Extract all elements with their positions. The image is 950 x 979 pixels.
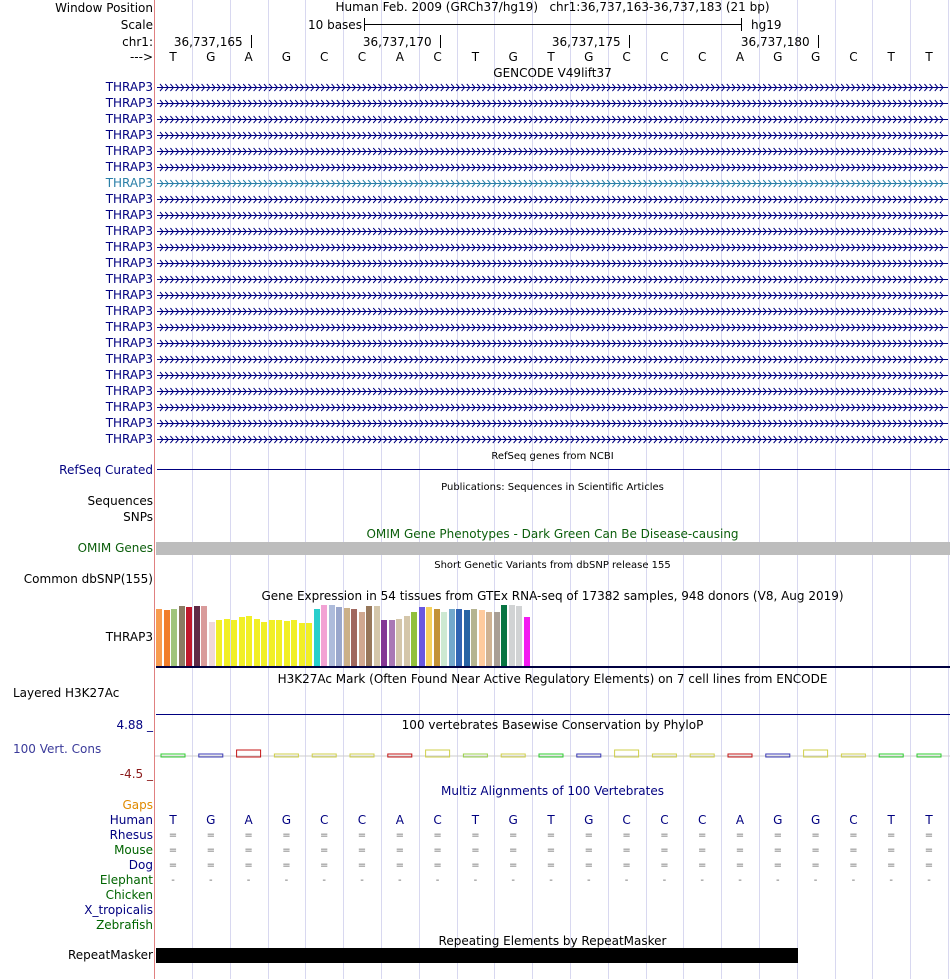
gencode-transcript-line[interactable]	[157, 115, 948, 124]
gtex-tissue-bar[interactable]	[509, 605, 515, 666]
base-letter: C	[697, 50, 707, 64]
omim-gene-bar[interactable]	[156, 542, 950, 555]
gencode-transcript-line[interactable]	[157, 259, 948, 268]
alignment-base: =	[168, 845, 178, 856]
alignment-base: -	[662, 875, 667, 886]
coordinate-tick	[629, 35, 630, 48]
alignment-base: -	[473, 875, 478, 886]
alignment-base: =	[924, 830, 934, 841]
alignment-base: -	[360, 875, 364, 886]
alignment-base: =	[546, 830, 556, 841]
scale-bar-right-tick	[741, 18, 742, 31]
gtex-tissue-bar[interactable]	[299, 623, 305, 666]
alignment-base: =	[622, 830, 631, 841]
base-letter: C	[849, 50, 858, 64]
gtex-tissue-bar[interactable]	[291, 620, 297, 666]
gtex-tissue-bar[interactable]	[486, 612, 492, 666]
h3k27ac-title: H3K27Ac Mark (Often Found Near Active Regulatory Elements) on 7 cell lines from ENCODE	[277, 672, 828, 686]
alignment-base: -	[586, 875, 591, 886]
alignment-base: =	[319, 860, 329, 871]
omim-title: OMIM Gene Phenotypes - Dark Green Can Be Disease-causing	[366, 527, 739, 541]
coordinate-label: 36,737,180	[740, 35, 810, 49]
omim-label[interactable]: OMIM Genes	[77, 541, 153, 555]
alignment-base: -	[851, 875, 856, 886]
alignment-base: -	[775, 875, 780, 886]
alignment-base: =	[395, 830, 404, 841]
gencode-transcript-line[interactable]	[157, 403, 948, 412]
species-label[interactable]: Zebrafish	[96, 918, 153, 932]
alignment-base: =	[773, 845, 782, 856]
gtex-tissue-bar[interactable]	[366, 606, 372, 666]
alignment-base: =	[508, 845, 518, 856]
gtex-tissue-bar[interactable]	[329, 605, 335, 666]
alignment-base: =	[849, 860, 858, 871]
gencode-transcript-label[interactable]: THRAP3	[105, 176, 153, 190]
cons-label[interactable]: 100 Vert. Cons	[13, 742, 102, 756]
gencode-transcript-line[interactable]	[157, 307, 948, 316]
alignment-base: =	[206, 860, 215, 871]
gtex-tissue-bar[interactable]	[164, 610, 170, 666]
gencode-transcript-label[interactable]: THRAP3	[105, 320, 153, 334]
gencode-transcript-line[interactable]	[157, 387, 948, 396]
gtex-tissue-bar[interactable]	[239, 617, 245, 666]
conservation-graph[interactable]	[155, 745, 950, 769]
gtex-tissue-bar[interactable]	[471, 609, 477, 666]
alignment-base: -	[511, 875, 515, 886]
publications-label[interactable]: Sequences	[87, 494, 153, 508]
gtex-tissue-bar[interactable]	[479, 610, 485, 666]
gencode-transcript-line[interactable]	[157, 211, 948, 220]
base-letter: T	[471, 50, 480, 64]
alignment-base: =	[357, 830, 367, 841]
gtex-tissue-bar[interactable]	[524, 617, 530, 666]
refseq-gene-line[interactable]	[157, 469, 950, 470]
alignment-base: =	[811, 845, 820, 856]
chrom-label: chr1:	[122, 35, 153, 49]
gencode-title: GENCODE V49lift37	[493, 66, 612, 80]
alignment-base: =	[584, 860, 593, 871]
alignment-base: C	[660, 813, 669, 827]
alignment-base: -	[397, 875, 402, 886]
alignment-base: C	[319, 813, 329, 827]
base-letter: C	[433, 50, 442, 64]
gencode-transcript-line[interactable]	[157, 419, 948, 428]
gtex-tissue-bar[interactable]	[231, 620, 237, 666]
position-title	[155, 1, 950, 14]
assembly-text: Human Feb. 2009 (GRCh37/hg19)	[335, 0, 538, 14]
gtex-tissue-bar[interactable]	[456, 609, 462, 666]
strand-label: --->	[129, 50, 153, 64]
gtex-tissue-bar[interactable]	[344, 608, 350, 666]
alignment-base: =	[924, 845, 934, 856]
coordinate-label: 36,737,175	[551, 35, 621, 49]
coordinate-label: 36,737,165	[173, 35, 243, 49]
gencode-transcript-label[interactable]: THRAP3	[105, 192, 153, 206]
gencode-transcript-line[interactable]	[157, 243, 948, 252]
alignment-base: G	[508, 813, 518, 827]
gtex-tissue-bar[interactable]	[389, 620, 395, 666]
gtex-tissue-bar[interactable]	[411, 612, 417, 666]
gencode-transcript-label[interactable]: THRAP3	[105, 224, 153, 238]
alignment-base: =	[697, 845, 707, 856]
gencode-transcript-label[interactable]: THRAP3	[105, 128, 153, 142]
gencode-transcript-line[interactable]	[157, 435, 948, 444]
position-text: chr1:36,737,163-36,737,183 (21 bp)	[549, 0, 770, 14]
base-letter: T	[925, 50, 933, 64]
track-label-column	[0, 0, 155, 979]
alignment-base: =	[244, 845, 253, 856]
gtex-tissue-bar[interactable]	[351, 609, 357, 666]
gtex-tissue-bar[interactable]	[201, 606, 207, 666]
gencode-transcript-line[interactable]	[157, 163, 948, 172]
base-letter: G	[773, 50, 783, 64]
alignment-base: =	[886, 845, 896, 856]
refseq-label[interactable]: RefSeq Curated	[59, 463, 153, 477]
coordinate-tick	[818, 35, 819, 48]
alignment-base: =	[433, 845, 442, 856]
alignment-base: =	[811, 830, 820, 841]
alignment-base: =	[622, 860, 631, 871]
base-letter: C	[660, 50, 669, 64]
gtex-tissue-bar[interactable]	[426, 607, 432, 666]
refseq-title: RefSeq genes from NCBI	[491, 451, 614, 462]
alignment-base: =	[924, 860, 934, 871]
base-letter: C	[319, 50, 329, 64]
window-position-label: Window Position	[55, 1, 153, 15]
gencode-transcript-label[interactable]: THRAP3	[105, 256, 153, 270]
alignment-base: -	[549, 875, 553, 886]
base-letter: G	[508, 50, 518, 64]
species-label[interactable]: Mouse	[114, 843, 153, 857]
alignment-base: A	[735, 813, 745, 827]
alignment-base: =	[282, 830, 291, 841]
gtex-tissue-bar[interactable]	[404, 616, 410, 666]
alignment-base: G	[281, 813, 292, 827]
alignment-base: =	[395, 860, 404, 871]
gtex-tissue-bar[interactable]	[516, 606, 522, 666]
repeatmasker-element[interactable]	[156, 948, 798, 963]
gtex-label[interactable]: THRAP3	[105, 630, 153, 644]
base-letter: G	[584, 50, 594, 64]
alignment-base: =	[357, 860, 367, 871]
alignment-base: =	[244, 830, 253, 841]
gtex-tissue-bar[interactable]	[171, 609, 177, 666]
gencode-transcript-label[interactable]: THRAP3	[105, 112, 153, 126]
gencode-transcript-label[interactable]: THRAP3	[105, 144, 153, 158]
alignment-base: T	[925, 813, 933, 827]
gencode-transcript-label[interactable]: THRAP3	[105, 400, 153, 414]
alignment-base: =	[660, 860, 669, 871]
gtex-tissue-bar[interactable]	[336, 607, 342, 666]
alignment-base: =	[319, 845, 329, 856]
alignment-base: T	[169, 813, 177, 827]
gtex-tissue-bar[interactable]	[186, 607, 192, 666]
alignment-base: -	[322, 875, 326, 886]
base-letter: A	[244, 50, 253, 64]
scale-bar-left-tick	[364, 18, 365, 31]
base-letter: T	[547, 50, 555, 64]
alignment-base: G	[810, 813, 821, 827]
gencode-transcript-label[interactable]: THRAP3	[105, 288, 153, 302]
repeatmasker-label[interactable]: RepeatMasker	[67, 948, 153, 962]
gencode-transcript-label[interactable]: THRAP3	[105, 336, 153, 350]
scale-bar	[364, 24, 741, 25]
species-label[interactable]: Human	[109, 813, 153, 827]
gencode-transcript-label[interactable]: THRAP3	[105, 80, 153, 94]
gencode-transcript-label[interactable]: THRAP3	[105, 368, 153, 382]
snps-label[interactable]: SNPs	[123, 510, 153, 524]
gtex-tissue-bar[interactable]	[216, 620, 222, 666]
gtex-tissue-bar[interactable]	[276, 620, 282, 666]
base-letter: C	[622, 50, 631, 64]
h3k27ac-label[interactable]: Layered H3K27Ac	[13, 686, 120, 700]
alignment-base: =	[433, 830, 442, 841]
alignment-base: =	[773, 860, 782, 871]
gencode-transcript-label[interactable]: THRAP3	[105, 352, 153, 366]
gtex-title: Gene Expression in 54 tissues from GTEx RNA-seq of 17382 samples, 948 donors (V8, Aug 2019)	[261, 589, 844, 603]
alignment-base: =	[357, 845, 367, 856]
base-letter: G	[810, 50, 821, 64]
gencode-transcript-line[interactable]	[157, 195, 948, 204]
multiz-title: Multiz Alignments of 100 Vertebrates	[440, 784, 665, 798]
gencode-transcript-line[interactable]	[157, 83, 948, 92]
gtex-tissue-bar[interactable]	[194, 606, 200, 666]
gencode-transcript-line[interactable]	[157, 323, 948, 332]
gencode-transcript-line[interactable]	[157, 227, 948, 236]
alignment-base: =	[735, 830, 745, 841]
gtex-tissue-bar[interactable]	[156, 609, 162, 666]
alignment-base: =	[660, 830, 669, 841]
gencode-transcript-label[interactable]: THRAP3	[105, 304, 153, 318]
publications-title: Publications: Sequences in Scientific Articles	[441, 482, 664, 493]
gtex-baseline	[156, 666, 950, 668]
species-label[interactable]: Rhesus	[109, 828, 153, 842]
gencode-transcript-line[interactable]	[157, 131, 948, 140]
gtex-tissue-bar[interactable]	[314, 609, 320, 666]
species-label[interactable]: X_tropicalis	[84, 903, 153, 917]
coordinate-label: 36,737,170	[362, 35, 432, 49]
gtex-bar-chart[interactable]	[156, 603, 950, 666]
coordinate-tick	[251, 35, 252, 48]
alignment-base: =	[206, 830, 215, 841]
alignment-base: =	[546, 845, 556, 856]
cons-min-label: -4.5 _	[119, 767, 153, 781]
alignment-base: T	[887, 813, 895, 827]
gtex-tissue-bar[interactable]	[246, 616, 252, 666]
alignment-base: =	[319, 830, 329, 841]
gtex-tissue-bar[interactable]	[434, 609, 440, 666]
alignment-base: G	[773, 813, 783, 827]
gencode-transcript-label[interactable]: THRAP3	[105, 96, 153, 110]
scale-label: Scale	[120, 18, 153, 32]
base-letter: C	[357, 50, 367, 64]
gtex-tissue-bar[interactable]	[224, 619, 230, 666]
base-letter: T	[169, 50, 177, 64]
gencode-transcript-label[interactable]: THRAP3	[105, 160, 153, 174]
alignment-base: =	[471, 830, 480, 841]
alignment-base: =	[471, 860, 480, 871]
alignment-base: =	[735, 845, 745, 856]
alignment-base: -	[284, 875, 289, 886]
alignment-base: -	[738, 875, 742, 886]
gtex-tissue-bar[interactable]	[321, 605, 327, 666]
alignment-base: -	[624, 875, 629, 886]
alignment-base: -	[927, 875, 931, 886]
alignment-base: =	[886, 860, 896, 871]
scale-text: 10 bases	[308, 18, 362, 32]
alignment-base: =	[508, 860, 518, 871]
alignment-base: A	[244, 813, 253, 827]
gencode-transcript-label[interactable]: THRAP3	[105, 432, 153, 446]
gencode-transcript-label[interactable]: THRAP3	[105, 208, 153, 222]
dbsnp-label[interactable]: Common dbSNP(155)	[23, 572, 153, 586]
alignment-base: =	[811, 860, 820, 871]
gtex-tissue-bar[interactable]	[419, 607, 425, 666]
alignment-base: =	[508, 830, 518, 841]
gtex-tissue-bar[interactable]	[494, 612, 500, 666]
gencode-transcript-label[interactable]: THRAP3	[105, 240, 153, 254]
alignment-base: =	[773, 830, 782, 841]
alignment-base: =	[168, 830, 178, 841]
alignment-base: -	[208, 875, 213, 886]
base-letter: A	[395, 50, 404, 64]
gencode-transcript-line[interactable]	[157, 291, 948, 300]
gtex-tissue-bar[interactable]	[464, 610, 470, 666]
gencode-transcript-label[interactable]: THRAP3	[105, 416, 153, 430]
alignment-base: T	[547, 813, 555, 827]
alignment-base: =	[622, 845, 631, 856]
alignment-base: =	[886, 830, 896, 841]
alignment-base: C	[622, 813, 631, 827]
alignment-base: C	[849, 813, 858, 827]
gtex-tissue-bar[interactable]	[261, 622, 267, 666]
alignment-base: -	[813, 875, 818, 886]
gtex-tissue-bar[interactable]	[374, 606, 380, 666]
gencode-transcript-line[interactable]	[157, 147, 948, 156]
gtex-tissue-bar[interactable]	[284, 621, 290, 666]
gtex-tissue-bar[interactable]	[306, 623, 312, 666]
alignment-base: =	[433, 860, 442, 871]
gtex-tissue-bar[interactable]	[441, 612, 447, 666]
species-label[interactable]: Elephant	[99, 873, 153, 887]
alignment-base: =	[849, 830, 858, 841]
gencode-transcript-label[interactable]: THRAP3	[105, 384, 153, 398]
gtex-tissue-bar[interactable]	[209, 622, 215, 666]
db-text: hg19	[751, 18, 782, 32]
dbsnp-title: Short Genetic Variants from dbSNP release 155	[434, 560, 671, 571]
gencode-transcript-line[interactable]	[157, 339, 948, 348]
base-letter: G	[206, 50, 216, 64]
alignment-base: -	[246, 875, 251, 886]
cons-max-label: 4.88 _	[116, 718, 153, 732]
gtex-tissue-bar[interactable]	[449, 609, 455, 666]
alignment-base: C	[697, 813, 707, 827]
alignment-base: -	[435, 875, 440, 886]
alignment-base: =	[584, 830, 593, 841]
gencode-transcript-line[interactable]	[157, 179, 948, 188]
species-label[interactable]: Chicken	[105, 888, 153, 902]
alignment-base: =	[282, 860, 291, 871]
alignment-base: =	[282, 845, 291, 856]
alignment-base: =	[546, 860, 556, 871]
alignment-base: -	[171, 875, 175, 886]
alignment-base: =	[584, 845, 593, 856]
alignment-base: C	[433, 813, 442, 827]
alignment-base: =	[395, 845, 404, 856]
coordinate-tick	[440, 35, 441, 48]
alignment-base: =	[168, 860, 178, 871]
alignment-base: -	[889, 875, 893, 886]
gtex-tissue-bar[interactable]	[501, 605, 507, 666]
alignment-base: =	[697, 830, 707, 841]
alignment-base: T	[471, 813, 480, 827]
h3k27ac-baseline	[156, 714, 950, 715]
alignment-base: A	[395, 813, 404, 827]
alignment-base: =	[697, 860, 707, 871]
gencode-transcript-line[interactable]	[157, 275, 948, 284]
gtex-tissue-bar[interactable]	[396, 619, 402, 666]
alignment-base: -	[700, 875, 704, 886]
alignment-base: =	[471, 845, 480, 856]
alignment-base: G	[206, 813, 216, 827]
gtex-tissue-bar[interactable]	[269, 620, 275, 666]
species-label[interactable]: Dog	[128, 858, 153, 872]
base-letter: A	[735, 50, 745, 64]
alignment-base: C	[357, 813, 367, 827]
gencode-transcript-label[interactable]: THRAP3	[105, 272, 153, 286]
repeatmasker-title: Repeating Elements by RepeatMasker	[438, 934, 667, 948]
cons-title: 100 vertebrates Basewise Conservation by PhyloP	[401, 718, 704, 732]
gtex-tissue-bar[interactable]	[254, 619, 260, 666]
gencode-transcript-line[interactable]	[157, 99, 948, 108]
gtex-tissue-bar[interactable]	[359, 612, 365, 666]
base-letter: G	[281, 50, 292, 64]
base-letter: T	[887, 50, 895, 64]
gtex-tissue-bar[interactable]	[179, 606, 185, 666]
alignment-base: =	[660, 845, 669, 856]
alignment-base: G	[584, 813, 594, 827]
gaps-label: Gaps	[122, 798, 153, 812]
alignment-base: =	[206, 845, 215, 856]
track-image[interactable]	[155, 0, 950, 979]
gencode-transcript-line[interactable]	[157, 371, 948, 380]
gencode-transcript-line[interactable]	[157, 355, 948, 364]
alignment-base: =	[244, 860, 253, 871]
gtex-tissue-bar[interactable]	[381, 620, 387, 666]
alignment-base: =	[735, 860, 745, 871]
alignment-base: =	[849, 845, 858, 856]
